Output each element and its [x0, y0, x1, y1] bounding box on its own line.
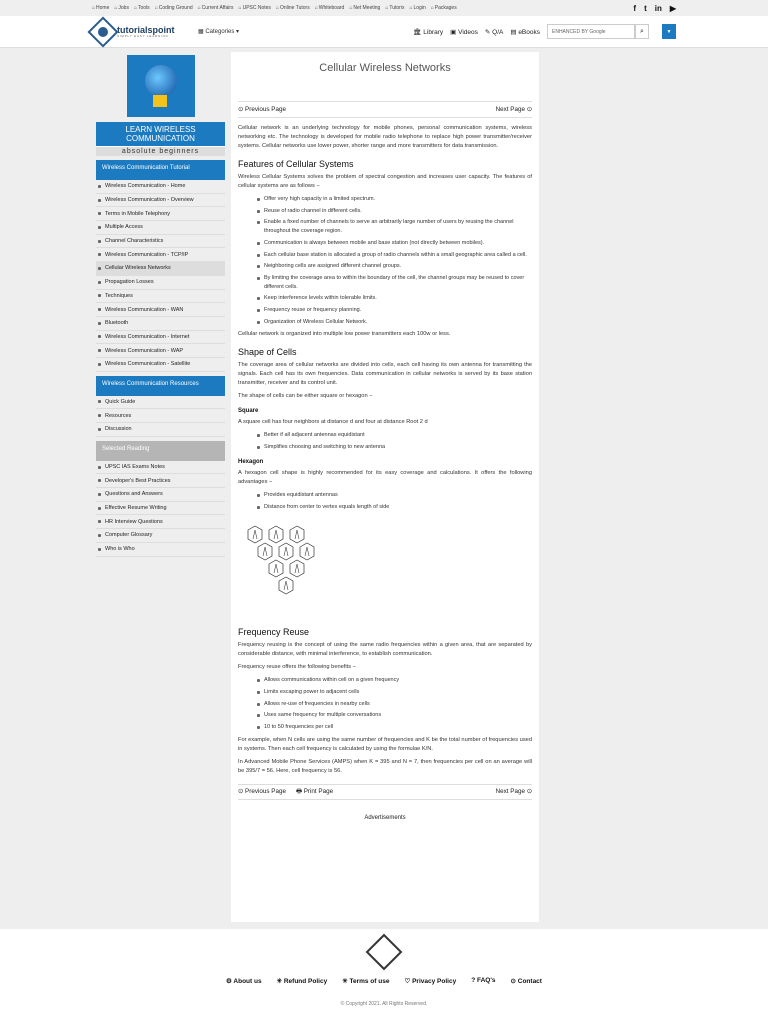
footer-link-faq[interactable]: ? FAQ's [471, 977, 496, 984]
footer-links [0, 977, 768, 985]
bullet-icon [98, 520, 101, 523]
footer-link-label: Contact [517, 978, 542, 985]
hexagon-cells-diagram [238, 522, 336, 602]
hex-cell [269, 560, 283, 577]
top-bar [0, 0, 768, 16]
linkedin-icon[interactable]: in [654, 3, 662, 13]
top-link-upsc-notes[interactable]: ⌂ UPSC Notes [239, 5, 271, 11]
sidebar-item-home[interactable] [96, 180, 225, 194]
square-paragraph: A square cell has four neighbors at distance d and four at distance Root 2 d [238, 419, 428, 426]
categories-button[interactable]: ▦ Categories ▾ [198, 29, 240, 35]
page-footer [0, 929, 768, 1024]
brand-tagline: SIMPLY EASY LEARNING [117, 33, 169, 38]
previous-page-link-bottom[interactable]: ⊙ Previous Page [238, 788, 286, 796]
square-item: Better if all adjacent antennas equidistant [257, 431, 532, 440]
sidebar-item-label: Developer's Best Practices [105, 477, 171, 484]
resources-heading: Wireless Communication Resources [96, 376, 225, 396]
advertisements-label: Advertisements [364, 814, 406, 821]
shape-paragraph-2: The shape of cells can be either square or hexagon − [238, 393, 373, 400]
top-link-jobs[interactable]: ⌂ Jobs [114, 5, 129, 11]
sidebar-item-quick-guide[interactable] [96, 396, 225, 410]
hex-cell [269, 526, 283, 543]
top-link-whiteboard[interactable]: ⌂ Whiteboard [315, 5, 345, 11]
sidebar-item-label: Computer Glossary [105, 532, 153, 539]
page-wrapper [0, 48, 768, 922]
sidebar-item-wan[interactable] [96, 303, 225, 317]
brand-logo[interactable] [92, 21, 190, 43]
sidebar-item-resources[interactable] [96, 409, 225, 423]
next-page-link[interactable]: Next Page ⊙ [495, 106, 532, 113]
hex-cell [279, 577, 293, 594]
copyright-text: © Copyright 2021. All Rights Reserved. [340, 1001, 428, 1007]
top-link-tools[interactable]: ⌂ Tools [134, 5, 150, 11]
bullet-icon [98, 363, 101, 366]
bullet-icon [98, 322, 101, 325]
sidebar-item-label: Multiple Access [105, 224, 143, 231]
sidebar-item-internet[interactable] [96, 331, 225, 345]
reuse-paragraph-2: Frequency reuse offers the following benefits − [238, 664, 356, 671]
square-heading: Square [238, 408, 259, 415]
brand-name: tutorialspoint [117, 24, 175, 35]
next-page-label: Next Page [495, 106, 525, 113]
footer-link-refund[interactable]: ✳ Refund Policy [276, 978, 328, 985]
next-page-link-bottom[interactable]: Next Page ⊙ [495, 788, 532, 796]
top-link-packages[interactable]: ⌂ Packages [431, 5, 457, 11]
sidebar-item-label: Wireless Communication - Internet [105, 333, 190, 340]
bullet-icon [98, 349, 101, 352]
sidebar [96, 52, 225, 922]
previous-page-link[interactable]: ⊙ Previous Page [238, 106, 286, 113]
bullet-icon [98, 548, 101, 551]
logo-icon [87, 16, 118, 47]
feature-item: Reuse of radio channel in different cells. [257, 207, 532, 216]
bullet-icon [98, 185, 101, 188]
features-list [257, 195, 532, 326]
sidebar-item-glossary[interactable] [96, 529, 225, 543]
footer-link-privacy[interactable]: ♡ Privacy Policy [404, 978, 457, 985]
sidebar-item-discussion[interactable] [96, 423, 225, 437]
footer-link-label: Refund Policy [283, 978, 328, 985]
ebooks-label: eBooks [518, 28, 540, 36]
features-heading: Features of Cellular Systems [238, 159, 354, 169]
sidebar-item-channel-characteristics[interactable] [96, 235, 225, 249]
sidebar-item-label: Quick Guide [105, 398, 136, 405]
bullet-icon [98, 226, 101, 229]
reuse-paragraph-1: Frequency reusing is the concept of using the same radio frequencies within a given area, that are separated by considerable distance, with minimal interference, to establish communication. [238, 642, 532, 658]
bullet-icon [98, 466, 101, 469]
sidebar-item-label: Wireless Communication - Home [105, 183, 186, 190]
footer-link-contact[interactable]: ⊙ Contact [510, 978, 542, 985]
top-links [92, 5, 457, 11]
selected-reading-heading: Selected Reading [96, 441, 225, 461]
print-page-label: Print Page [303, 788, 334, 796]
feature-item: Neighboring cells are assigned different channel groups. [257, 262, 532, 271]
qa-link[interactable]: ✎ Q/A [484, 28, 504, 36]
nav-right [413, 24, 676, 39]
reuse-item: Uses same frequency for multiple conversations [257, 711, 532, 720]
hexagon-paragraph: A hexagon cell shape is highly recommended for its easy coverage and calculations. It offers the following advantages − [238, 469, 532, 485]
search-icon[interactable]: ⌕ [635, 24, 649, 39]
hex-cell [290, 560, 304, 577]
sidebar-item-label: Wireless Communication - Satellite [105, 361, 191, 368]
square-list [257, 431, 532, 451]
sidebar-item-questions[interactable] [96, 488, 225, 502]
sidebar-item-label: Bluetooth [105, 320, 129, 327]
next-page-label: Next Page [495, 788, 525, 796]
sidebar-item-label: Questions and Answers [105, 491, 163, 498]
footer-link-label: Terms of use [349, 978, 390, 985]
library-link[interactable]: 🏛 Library [413, 28, 444, 36]
hex-cell [248, 526, 262, 543]
bullet-icon [98, 294, 101, 297]
reuse-item: Allows re-use of frequencies in nearby cells [257, 700, 532, 709]
bullet-icon [98, 267, 101, 270]
intro-paragraph: Cellular network is an underlying technology for mobile phones, personal communication systems, wireless networking etc. The technology is developed for mobile radio telephone to replace high power transmitter/receiver systems. Cellular networks use lower power, shorter range and more transmitters for data transmission. [238, 125, 532, 149]
hex-cell [300, 543, 314, 560]
bullet-icon [98, 212, 101, 215]
footer-link-label: Privacy Policy [412, 978, 457, 985]
sidebar-item-hr-questions[interactable] [96, 515, 225, 529]
bullet-icon [98, 507, 101, 510]
feature-item: Frequency reuse or frequency planning. [257, 306, 532, 315]
bullet-icon [98, 428, 101, 431]
ebooks-link[interactable]: ▤ eBooks [510, 28, 540, 36]
top-link-net-meeting[interactable]: ⌂ Net Meeting [349, 5, 380, 11]
bullet-icon [98, 308, 101, 311]
categories-label: Categories [205, 29, 235, 35]
reuse-item: Limits escaping power to adjacent cells [257, 688, 532, 697]
frequency-reuse-heading: Frequency Reuse [238, 627, 310, 638]
reuse-item: 10 to 50 frequencies per cell [257, 723, 532, 732]
sidebar-item-multiple-access[interactable] [96, 221, 225, 235]
sidebar-item-who-is-who[interactable] [96, 543, 225, 557]
previous-page-label: Previous Page [245, 788, 286, 796]
shape-heading: Shape of Cells [238, 347, 297, 358]
feature-item: Each cellular base station is allocated a group of radio channels within a small geographic area called a cell. [257, 251, 532, 260]
sidebar-item-propagation-losses[interactable] [96, 276, 225, 290]
videos-label: Videos [458, 28, 478, 36]
reuse-list [257, 676, 532, 732]
sidebar-item-upsc[interactable] [96, 461, 225, 475]
hexagon-item: Distance from center to vertex equals length of side [257, 503, 532, 512]
features-intro: Wireless Cellular Systems solves the problem of spectral congestion and increases user capacity. The features of cellular systems are as follows − [238, 174, 532, 189]
footer-logo-icon[interactable] [366, 934, 403, 971]
top-link-coding-ground[interactable]: ⌂ Coding Ground [155, 5, 193, 11]
hex-cell [258, 543, 272, 560]
sidebar-item-overview[interactable] [96, 194, 225, 208]
shape-paragraph-1: The coverage area of cellular networks are divided into cells, each cell having its own antenna for transmitting the signals. Each cell has its own frequencies. Data communication in cellular networks is served by its base station transmitter, receiver and its control unit. [238, 362, 532, 387]
feature-item: By limiting the coverage area to within the boundary of the cell, the channel groups may be reused to cover different cells. [257, 274, 532, 291]
videos-link[interactable]: ▣ Videos [450, 28, 478, 36]
sidebar-item-terms[interactable] [96, 207, 225, 221]
bullet-icon [98, 493, 101, 496]
sidebar-item-label: Channel Characteristics [105, 238, 164, 245]
bullet-icon [98, 253, 101, 256]
sidebar-item-label: Resources [105, 412, 132, 419]
bullet-icon [98, 400, 101, 403]
top-link-online-tutors[interactable]: ⌂ Online Tutors [276, 5, 310, 11]
sidebar-item-label: Wireless Communication - Overview [105, 197, 194, 204]
sidebar-item-tcp-ip[interactable] [96, 248, 225, 262]
feature-item: Organization of Wireless Cellular Network. [257, 318, 532, 327]
sidebar-item-label: UPSC IAS Exams Notes [105, 464, 165, 471]
top-pager [238, 102, 532, 118]
bullet-icon [98, 281, 101, 284]
wireless-course-image[interactable] [127, 55, 195, 117]
sidebar-item-bluetooth[interactable] [96, 317, 225, 331]
sidebar-item-label: Effective Resume Writing [105, 505, 167, 512]
bottom-pager [238, 784, 532, 800]
top-link-login[interactable]: ⌂ Login [409, 5, 425, 11]
library-label: Library [423, 28, 444, 36]
sidebar-item-label: Cellular Wireless Networks [105, 265, 171, 272]
hexagon-list [257, 491, 532, 511]
sidebar-item-cellular-networks[interactable] [96, 262, 225, 276]
sidebar-item-label: Who is Who [105, 546, 135, 553]
bullet-icon [98, 240, 101, 243]
footer-link-label: FAQ's [476, 977, 496, 984]
footer-link-terms[interactable]: ✳ Terms of use [342, 978, 390, 985]
bullet-icon [98, 199, 101, 202]
course-banner-subtitle: absolute beginners [96, 147, 225, 156]
sidebar-item-resume[interactable] [96, 502, 225, 516]
reuse-item: Allows communications within cell on a given frequency [257, 676, 532, 685]
sidebar-item-label: Terms in Mobile Telephony [105, 210, 171, 217]
hexagon-item: Provides equidistant antennas [257, 491, 532, 500]
sidebar-item-label: Techniques [105, 292, 133, 299]
feature-item: Offer very high capacity in a limited spectrum. [257, 195, 532, 204]
sidebar-item-techniques[interactable] [96, 290, 225, 304]
search-input[interactable]: ENHANCED BY Google [547, 24, 635, 39]
bullet-icon [98, 479, 101, 482]
hexagon-heading: Hexagon [238, 458, 264, 465]
page-title: Cellular Wireless Networks [238, 62, 532, 102]
bullet-icon [98, 414, 101, 417]
hex-cell [290, 526, 304, 543]
square-item: Simplifies choosing and switching to new antenna [257, 443, 532, 452]
feature-item: Enable a fixed number of channels to serve an arbitrarily large number of users by reusing the channel throughout the coverage region. [257, 218, 532, 235]
main-navbar [0, 16, 768, 48]
sidebar-item-best-practices[interactable] [96, 474, 225, 488]
top-link-home[interactable]: ⌂ Home [92, 5, 109, 11]
top-link-tutorix[interactable]: ⌂ Tutorix [385, 5, 404, 11]
organized-paragraph: Cellular network is organized into multiple low power transmitters each 100w or less. [238, 331, 451, 338]
twitter-icon[interactable]: t [644, 3, 647, 13]
course-banner-title[interactable]: LEARN WIRELESS COMMUNICATION [96, 122, 225, 147]
bullet-icon [98, 534, 101, 537]
feature-item: Communication is always between mobile and base station (not directly between mobiles). [257, 239, 532, 248]
sidebar-item-label: HR Interview Questions [105, 518, 163, 525]
sidebar-item-label: Wireless Communication - TCP/IP [105, 251, 189, 258]
print-page-link[interactable]: 🖶 Print Page [296, 788, 334, 796]
main-content [231, 52, 539, 922]
reuse-paragraph-3: For example, when N cells are using the same number of frequencies and K be the total number of frequencies used in systems. Then each cell frequency is calculated by using the formulae K/N. [238, 736, 532, 752]
sidebar-item-label: Propagation Losses [105, 279, 154, 286]
youtube-icon[interactable]: ▶ [669, 3, 676, 13]
footer-link-label: About us [233, 978, 262, 985]
footer-link-about[interactable]: ⚙ About us [226, 978, 262, 985]
sidebar-item-label: Wireless Communication - WAN [105, 306, 184, 313]
qa-label: Q/A [492, 28, 504, 36]
facebook-icon[interactable]: f [633, 3, 637, 13]
hex-cell [279, 543, 293, 560]
previous-page-label: Previous Page [245, 106, 286, 113]
social-icons [633, 4, 676, 13]
menu-dropdown-icon[interactable]: ▼ [662, 24, 676, 39]
sidebar-item-wap[interactable] [96, 344, 225, 358]
bullet-icon [98, 335, 101, 338]
sidebar-item-label: Wireless Communication - WAP [105, 347, 184, 354]
reuse-paragraph-4: In Advanced Mobile Phone Services (AMPS) when K = 395 and N = 7, then frequencies per cell on an average will be 395/7 = 56. Here, cell frequency is 56. [238, 758, 532, 774]
sidebar-item-label: Discussion [105, 426, 132, 433]
top-link-current-affairs[interactable]: ⌂ Current Affairs [198, 5, 234, 11]
sidebar-item-satellite[interactable] [96, 358, 225, 372]
feature-item: Keep interference levels within tolerable limits. [257, 294, 532, 303]
tutorial-heading: Wireless Communication Tutorial [96, 160, 225, 180]
